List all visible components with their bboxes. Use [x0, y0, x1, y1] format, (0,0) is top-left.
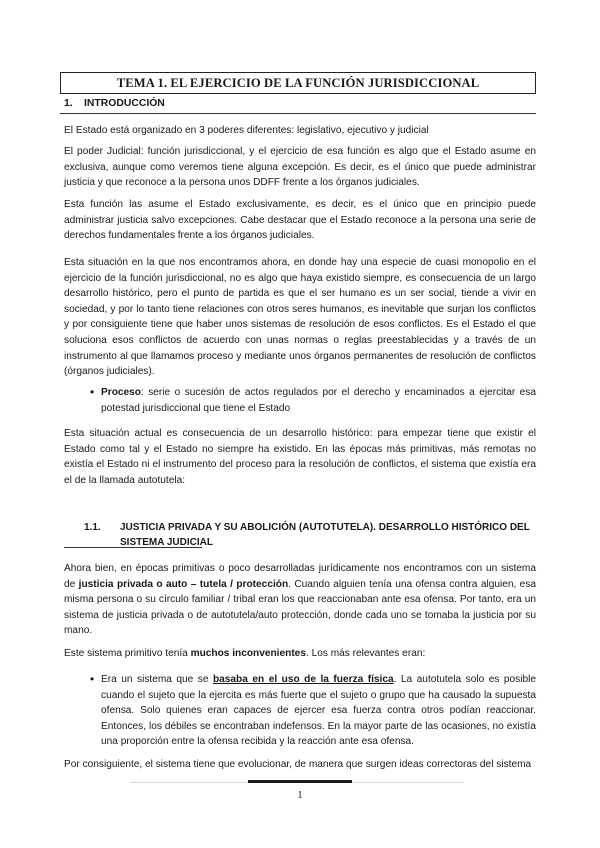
paragraph-6-a: Ahora bien, en épocas primitivas o poco desarrolladas jurídicamente nos encontramos con un sistema de [64, 563, 536, 590]
bullet-text [101, 385, 536, 416]
section-heading-introduccion [64, 98, 165, 109]
section-number: 1. [64, 98, 73, 109]
bullet-dot-icon: • [90, 672, 95, 686]
bullet-dot-icon: • [90, 385, 95, 399]
paragraph-6-c: . Cuando alguien tenía una ofensa contra alguien, esa misma persona o su círculo familiar / tribal eran los que reaccionaban ante esa ofensa. Por tanto, era un sistema de justicia privada o de autotutela/auto protección, donde cada uno se tomaba la justicia por su mano. [64, 578, 537, 637]
paragraph-7-a: Este sistema primitivo tenía [64, 648, 191, 659]
bullet-text [101, 672, 536, 750]
section-rule [60, 113, 536, 114]
subsection-number: 1.1. [84, 522, 101, 533]
page-number: 1 [297, 789, 303, 801]
paragraph-6 [64, 561, 536, 639]
footer-mark [248, 780, 352, 783]
subsection-heading-justicia-privada [64, 520, 536, 550]
chapter-title: TEMA 1. EL EJERCICIO DE LA FUNCIÓN JURISDICCIONAL [60, 72, 536, 94]
section-title: INTRODUCCIÓN [84, 98, 165, 109]
paragraph-7-c: . Los más relevantes eran: [305, 648, 426, 659]
bullet-proceso [64, 385, 536, 417]
paragraph-6-bold: justicia privada o auto – tutela / protección [78, 578, 289, 590]
bullet2-a: Era un sistema que se [101, 674, 213, 685]
subsection-title: JUSTICIA PRIVADA Y SU ABOLICIÓN (AUTOTUTELA). DESARROLLO HISTÓRICO DEL SISTEMA JUDICIAL [120, 522, 530, 548]
paragraph-1: El Estado está organizado en 3 poderes diferentes: legislativo, ejecutivo y judicial [64, 125, 429, 136]
bullet-fuerza-fisica [64, 672, 536, 752]
paragraph-7-bold: muchos inconvenientes [190, 648, 306, 659]
paragraph-2: El poder Judicial: función jurisdiccional, y el ejercicio de esa función es algo que el Estado asume en exclusiva, aunque como veremos tiene alguna excepción. Es decir, es el único que puede administrar justicia y que reconoce a la persona unos DDFF frente a los órganos judiciales. [64, 146, 536, 189]
paragraph-8: Por consiguiente, el sistema tiene que evolucionar, de manera que surgen ideas correctoras del sistema [64, 759, 532, 770]
paragraph-7 [64, 646, 536, 662]
bullet-description: : serie o sucesión de actos regulados por el derecho y encaminados a ejercitar esa potestad jurisdiccional que tiene el Estado [101, 387, 536, 414]
bullet-term: Proceso [101, 387, 141, 398]
paragraph-5: Esta situación actual es consecuencia de un desarrollo histórico: para empezar tiene que existir el Estado como tal y el Estado no siempre ha existido. En las épocas más primitivas, más remotas no existía el Estado ni el instrumento del proceso para la resolución de conflictos, el sistema que existía era el de la llamada autotutela: [64, 428, 536, 486]
subsection-rule [64, 547, 202, 548]
paragraph-3: Esta función las asume el Estado exclusivamente, es decir, es el único que en principio puede administrar justicia salvo excepciones. Cabe destacar que el Estado reconoce a la persona una serie de derechos fundamentales frente a los órganos judiciales. [64, 199, 536, 242]
paragraph-4: Esta situación en la que nos encontramos ahora, en donde hay una especie de cuasi monopolio en el ejercicio de la función jurisdiccional, no es algo que haya existido siempre, es consecuencia de un largo desarrollo histórico, pero el punto de partida es que el ser humano es un ser social, tiende a vivir en sociedad, y por lo tanto tiene relaciones con otros seres humanos, es inevitable que surjan los conflictos y por consiguiente tiene que haber unos sistemas de resolución de esos conflictos. Es el Estado el que soluciona esos conflictos de acuerdo con unas normas o reglas preestablecidas y a través de un instrumento al que llamamos proceso y mediante unos órganos permanentes de resolución de conflictos (órganos judiciales). [64, 257, 536, 378]
bullet2-c: . La autotutela solo es posible cuando el sujeto que la ejercita es más fuerte que el sujeto o grupo que ha causado la supuesta ofensa. Solo quienes eran capaces de ejercer esa fuerza contra otros podían reaccionar. Entonces, los débiles se encontraban indefensos. En la mayor parte de las ocasiones, no existía una proporción entre la ofensa recibida y la reacción ante esa ofensa. [101, 674, 537, 748]
bullet2-underlined: basaba en el uso de la fuerza física [212, 674, 394, 685]
